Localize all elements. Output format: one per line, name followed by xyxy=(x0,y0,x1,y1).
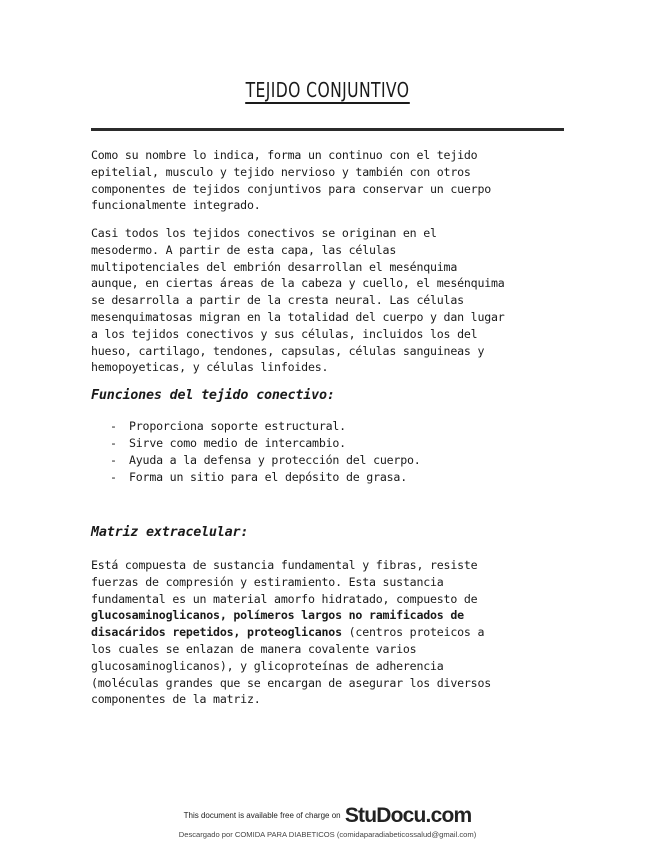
list-item: - Forma un sitio para el depósito de grasa. xyxy=(110,470,407,484)
list-bullet: - xyxy=(110,453,117,467)
matrix-bold-terms: glucosaminoglicanos, polímeros largos no ramificados de disacáridos repetidos, proteoglicanos xyxy=(91,608,464,640)
studocu-logo[interactable]: StuDocu.com xyxy=(344,804,472,827)
matrix-heading: Matriz extracelular: xyxy=(91,525,249,540)
list-bullet: - xyxy=(110,436,117,450)
document-title xyxy=(72,78,583,102)
list-bullet: - xyxy=(110,470,117,484)
document-title-text: TEJIDO CONJUNTIVO xyxy=(245,78,410,102)
footer-downloaded-by: Descargado por COMIDA PARA DIABETICOS (comidaparadiabeticossalud@gmail.com) xyxy=(178,830,477,839)
functions-list xyxy=(110,418,421,486)
list-bullet: - xyxy=(110,419,117,433)
list-item: - Ayuda a la defensa y protección del cuerpo. xyxy=(110,453,421,467)
matrix-paragraph: Está compuesta de sustancia fundamental y fibras, resiste fuerzas de compresión y estiramiento. Esta sustancia fundamental es un material amorfo hidratado, compuesto de glucosaminoglicanos, polímeros largos no ramificados de disacáridos repetidos, proteoglicanos (centros proteicos a los cuales se enlazan de manera covalente varios glucosaminoglicanos), y glicoproteínas de adherencia (moléculas grandes que se encargan de asegurar los diversos componentes de la matriz. xyxy=(91,558,492,707)
origin-paragraph: Casi todos los tejidos conectivos se originan en el mesodermo. A partir de esta capa, las células multipotenciales del embrión desarrollan el mesénquima aunque, en ciertas áreas de la cabeza y cuello, el mesénquima se desarrolla a partir de la cresta neural. Las células mesenquimatosas migran en la totalidad del cuerpo y dan lugar a los tejidos conectivos y sus células, incluidos los del hueso, cartilago, tendones, capsulas, células sanguineas y hemopoyeticas, y células linfoides. xyxy=(91,226,505,375)
intro-paragraph: Como su nombre lo indica, forma un continuo con el tejido epitelial, musculo y tejido nervioso y también con otros componentes de tejidos conjuntivos para conservar un cuerpo funcionalmente integrado. xyxy=(91,148,492,213)
footer-availability xyxy=(0,804,655,828)
title-divider xyxy=(91,128,564,131)
list-item: - Sirve como medio de intercambio. xyxy=(110,436,346,450)
functions-heading: Funciones del tejido conectivo: xyxy=(91,388,335,403)
footer-available-text: This document is available free of charge on xyxy=(183,811,341,820)
list-item: - Proporciona soporte estructural. xyxy=(110,419,346,433)
